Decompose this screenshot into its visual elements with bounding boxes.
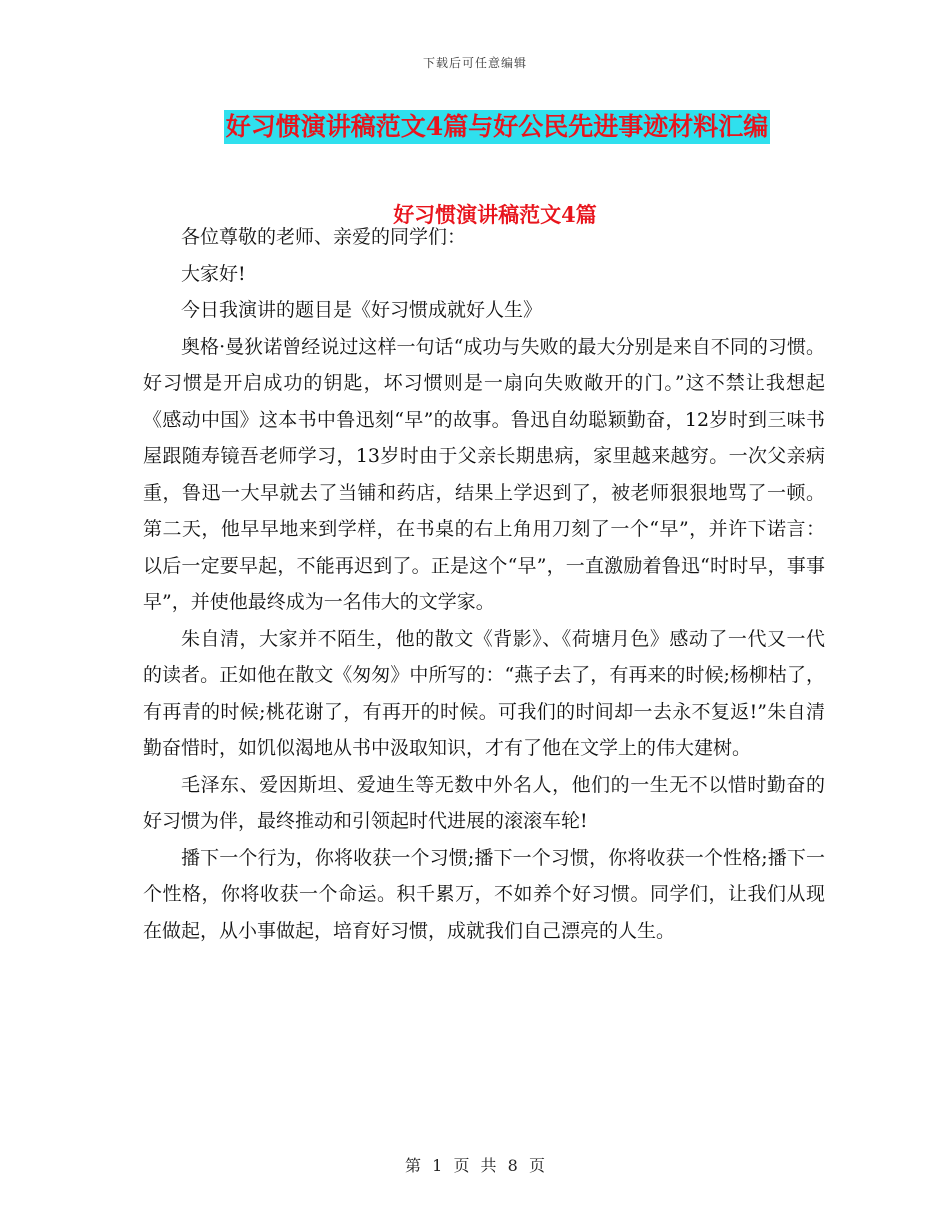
paragraph-luxun: 奥格·曼狄诺曾经说过这样一句话“成功与失败的最大分别是来自不同的习惯。好习惯是开启成功的钥匙，坏习惯则是一扇向失败敞开的门。”这不禁让我想起《感动中国》这本书中鲁迅刻“早”的故事。鲁迅自幼聪颖勤奋，12岁时到三味书屋跟随寿镜吾老师学习，13岁时由于父亲长期患病，家里越来越穷。一次父亲病重，鲁迅一大早就去了当铺和药店，结果上学迟到了，被老师狠狠地骂了一顿。第二天，他早早地来到学样，在书桌的右上角用刀刻了一个“早”，并许下诺言：以后一定要早起，不能再迟到了。正是这个“早”，一直激励着鲁迅“时时早，事事早”，并使他最终成为一名伟大的文学家。	[143, 335, 825, 613]
paragraph-famous-people: 毛泽东、爱因斯坦、爱迪生等无数中外名人，他们的一生无不以惜时勤奋的好习惯为伴，最终推动和引领起时代进展的滚滚车轮!	[143, 773, 825, 832]
page-header-note: 下载后可任意编辑	[422, 56, 527, 70]
footer-page-number: 1	[432, 1156, 443, 1175]
footer-total-pages: 8	[507, 1156, 518, 1175]
paragraph-topic: 今日我演讲的题目是《好习惯成就好人生》	[181, 299, 543, 321]
footer-total-suffix: 页	[528, 1156, 545, 1175]
footer-total-prefix: 共	[480, 1156, 497, 1175]
paragraph-conclusion: 播下一个行为，你将收获一个习惯;播下一个习惯，你将收获一个性格;播下一个性格，你将收获一个命运。积千累万，不如养个好习惯。同学们，让我们从现在做起，从小事做起，培育好习惯，成就我们自己漂亮的人生。	[143, 846, 825, 942]
document-title-container	[0, 110, 950, 144]
page-footer	[0, 1153, 950, 1176]
paragraph-hello: 大家好!	[181, 262, 246, 285]
section-title: 好习惯演讲稿范文4篇	[393, 202, 597, 227]
document-title: 好习惯演讲稿范文4篇与好公民先进事迹材料汇编	[224, 110, 770, 144]
paragraph-greeting: 各位尊敬的老师、亲爱的同学们：	[181, 226, 467, 248]
footer-page-prefix: 第	[405, 1156, 422, 1175]
paragraph-zhuziqing: 朱自清，大家并不陌生，他的散文《背影》、《荷塘月色》感动了一代又一代的读者。正如他在散文《匆匆》中所写的：“燕子去了，有再来的时候;杨柳枯了，有再青的时候;桃花谢了，有再开的时候。可我们的时间却一去永不复返!”朱自清勤奋惜时，如饥似渴地从书中汲取知识，才有了他在文学上的伟大建树。	[143, 627, 825, 759]
footer-page-mid: 页	[453, 1156, 470, 1175]
document-body	[143, 219, 825, 949]
